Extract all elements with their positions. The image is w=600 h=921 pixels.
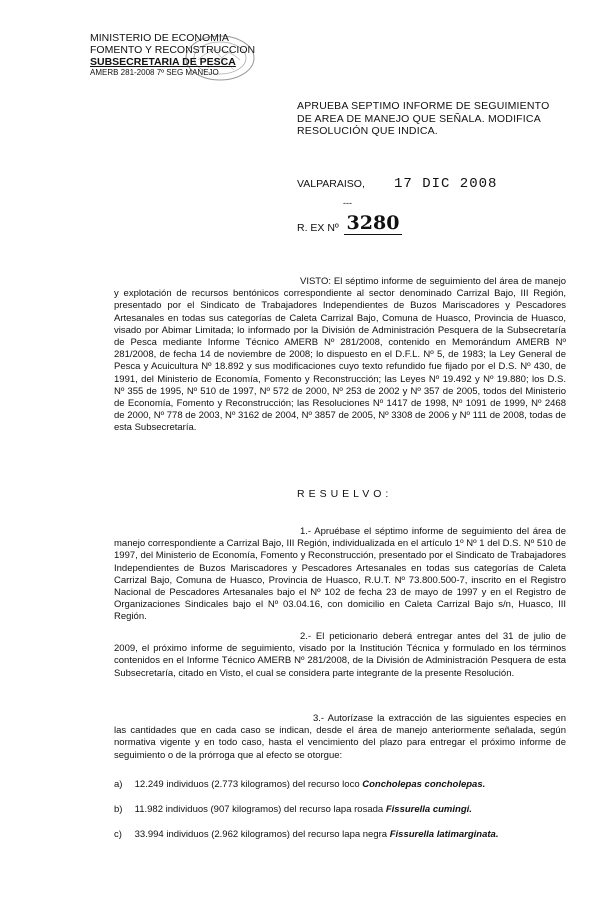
resuelvo-heading: RESUELVO: [297, 488, 393, 500]
ministry-line: MINISTERIO DE ECONOMIA [90, 32, 229, 44]
visto-paragraph [114, 276, 566, 435]
subsecretaria-line: SUBSECRETARIA DE PESCA [90, 56, 236, 68]
species-item-a [114, 779, 485, 790]
resolution-number: 3280 [344, 212, 402, 235]
item-label: a) [114, 779, 123, 790]
article-2 [114, 631, 566, 680]
species-name: Fissurella cumingi. [385, 804, 472, 815]
visto-text: VISTO: El séptimo informe de seguimiento del área de manejo y explotación de recursos bentónicos correspondiente al sector denominado Carrizal Bajo, III Región, presentado por el Sindicato de Trabajadores Independientes de Buzos Mariscadores y Pescadores Artesanales en todas sus categorías de Caleta Carrizal Bajo, Comuna de Huasco, Provincia de Huasco, visado por Abimar Limitada; lo informado por la División de Administración Pesquera de la Subsecretaría de Pesca mediante Informe Técnico AMERB Nº 281/2008, contenido en Memorándum AMERB Nº 281/2008, de fecha 14 de noviembre de 2008; lo dispuesto en el D.F.L. Nº 5, de 1983; la Ley General de Pesca y Acuicultura Nº 18.892 y sus modificaciones cuyo texto refundido fue fijado por el D.S. Nº 430, de 1991, del Ministerio de Economía, Fomento y Reconstrucción; las Leyes Nº 19.492 y Nº 19.880; los D.S. Nº 355 de 1995, Nº 510 de 1997, Nº 572 de 2000, Nº 253 de 2002 y Nº 357 de 2005, todos del Ministerio de Economía, Fomento y Reconstrucción; las Resoluciones Nº 1417 de 1998, Nº 1091 de 1999, Nº 2468 de 2000, Nº 778 de 2003, Nº 3162 de 2004, Nº 3857 de 2005, Nº 3308 de 2006 y Nº 111 de 2008, todas de esta Subsecretaría. [114, 276, 566, 434]
date-stamp: 17 DIC 2008 [394, 176, 498, 192]
species-name: Fissurella latimarginata. [389, 829, 499, 840]
species-item-b [114, 804, 472, 815]
item-text: 12.249 individuos (2.773 kilogramos) del recurso loco [134, 779, 360, 790]
official-seal-stamp [178, 30, 258, 82]
species-name: Concholepas concholepas. [362, 779, 486, 790]
resolution-subject: APRUEBA SEPTIMO INFORME DE SEGUIMIENTO DE AREA DE MANEJO QUE SEÑALA. MODIFICA RESOLUCIÓN QUE INDICA. [297, 100, 550, 137]
article-1-text: 1.- Apruébase el séptimo informe de seguimiento del área de manejo correspondiente a Carrizal Bajo, III Región, individualizada en el artículo 1º Nº 1 del D.S. Nº 510 de 1997, del Ministerio de Economía, Fomento y Reconstrucción, presentado por el Sindicato de Trabajadores Independientes de Buzos Mariscadores y Pescadores Artesanales en todas sus categorías de Caleta Carrizal Bajo, Comuna de Huasco, Provincia de Huasco, R.U.T. Nº 73.800.500-7, inscrito en el Registro Nacional de Pescadores Artesanales bajo el Nº 102 de fecha 23 de mayo de 1997 y en el Registro de Organizaciones Sindicales bajo el Nº 03.04.16, con domicilio en Caleta Carrizal Bajo s/n, Huasco, III Región. [114, 526, 566, 623]
item-text: 33.994 individuos (2.962 kilogramos) del recurso lapa negra [134, 829, 388, 840]
article-3 [114, 713, 566, 762]
article-1 [114, 526, 566, 624]
item-text: 11.982 individuos (907 kilogramos) del recurso lapa rosada [134, 804, 384, 815]
article-3-text: 3.- Autorízase la extracción de las siguientes especies en las cantidades que en cada caso se indican, desde el área de manejo anteriormente señalada, según normativa vigente y en todo caso, hasta el vencimiento del plazo para entregar el próximo informe de seguimiento o de la prórroga que al efecto se otorgue: [114, 713, 566, 761]
place-label: VALPARAISO, [297, 178, 365, 190]
tick-marks: --- [343, 198, 352, 208]
article-2-text: 2.- El peticionario deberá entregar antes del 31 de julio de 2009, el próximo informe de seguimiento, visado por la Institución Técnica y formulado en los términos contenidos en el Informe Técnico AMERB Nº 281/2008, de la División de Administración Pesquera de esta Subsecretaría, citado en Visto, el cual se considera parte integrante de la presente Resolución. [114, 631, 566, 679]
rex-label: R. EX Nº [297, 222, 339, 234]
item-label: c) [114, 829, 122, 840]
ministry-subline: FOMENTO Y RECONSTRUCCION [90, 44, 256, 56]
species-item-c [114, 829, 498, 840]
item-label: b) [114, 804, 123, 815]
reference-code: AMERB 281-2008 7º SEG MANEJO [90, 68, 219, 77]
